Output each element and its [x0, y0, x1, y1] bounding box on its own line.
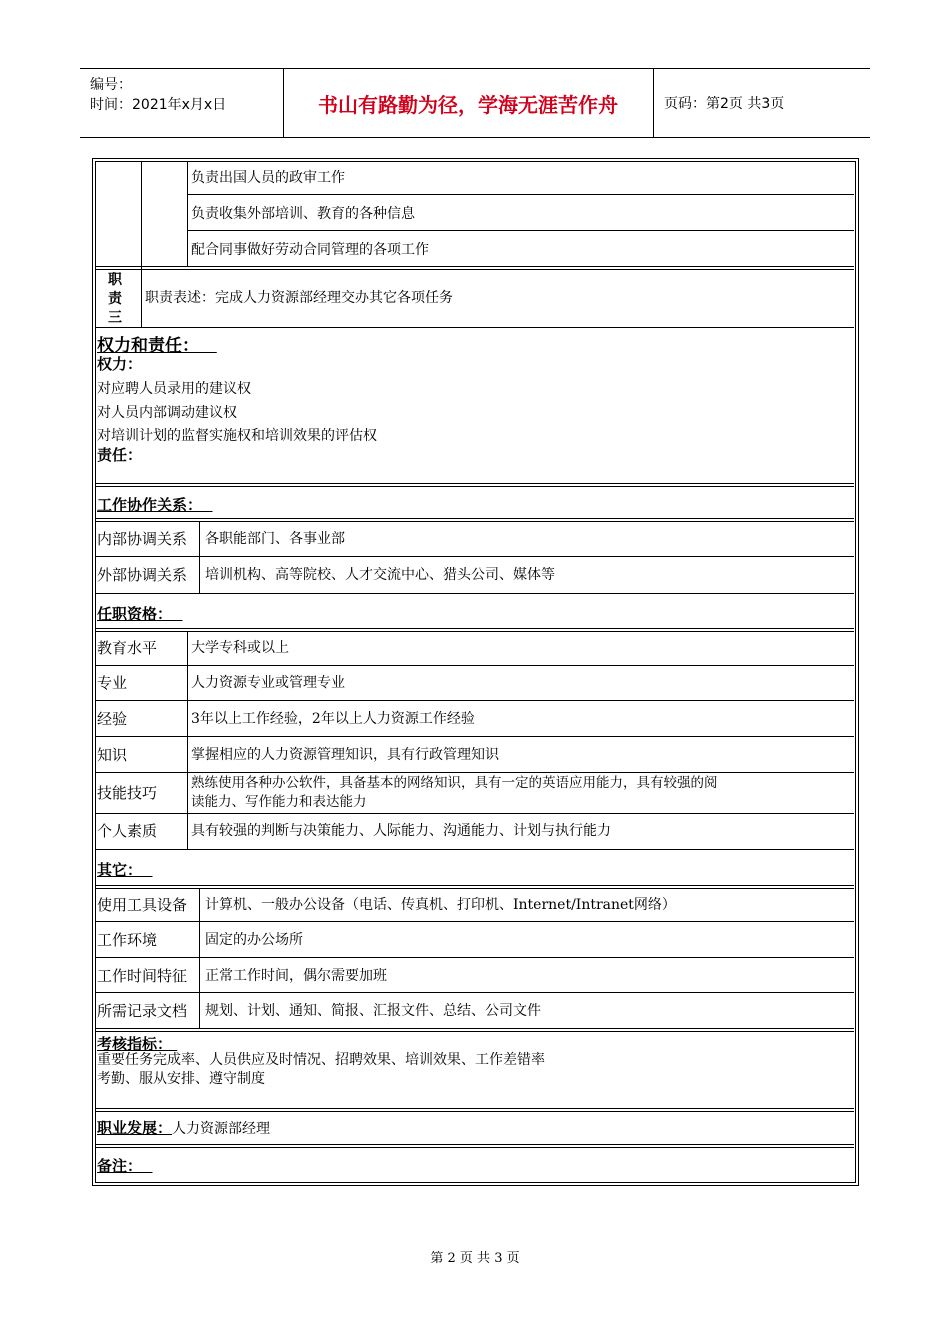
table-rule — [95, 992, 854, 993]
career-title: 职业发展： — [97, 1119, 173, 1137]
table-rule — [95, 665, 854, 666]
table-rule — [95, 921, 854, 922]
qualification-value: 具有较强的判断与决策能力、人际能力、沟通能力、计划与执行能力 — [191, 823, 611, 839]
qualification-label: 教育水平 — [97, 639, 158, 657]
duty-item: 负责收集外部培训、教育的各种信息 — [191, 206, 415, 222]
power-label: 权力： — [97, 355, 143, 373]
table-rule — [95, 521, 854, 522]
form-table-inner — [95, 161, 856, 1183]
other-label: 工作时间特征 — [97, 967, 188, 985]
duty-three-label: 职责三 — [108, 272, 122, 326]
table-rule — [95, 885, 854, 886]
page-indicator: 页码：第2页 共3页 — [664, 96, 785, 112]
qualification-label: 技能技巧 — [97, 784, 158, 802]
cooperation-label: 内部协调关系 — [97, 530, 188, 548]
responsibility-label: 责任： — [97, 446, 143, 464]
other-label: 使用工具设备 — [97, 896, 188, 914]
header-motto: 书山有路勤为径，学海无涯苦作舟 — [318, 92, 618, 117]
table-rule — [95, 593, 854, 594]
table-rule — [95, 1144, 854, 1145]
career-value: 人力资源部经理 — [172, 1121, 271, 1137]
duty-item: 负责出国人员的政审工作 — [191, 170, 345, 186]
table-rule — [95, 888, 854, 889]
qualification-label: 知识 — [97, 746, 128, 764]
table-rule — [95, 736, 854, 737]
remarks-title: 备注： — [97, 1157, 143, 1175]
other-value: 规划、计划、通知、简报、汇报文件、总结、公司文件 — [205, 1003, 541, 1019]
qualification-value: 3年以上工作经验，2年以上人力资源工作经验 — [191, 711, 475, 727]
power-item: 对人员内部调动建议权 — [97, 405, 237, 421]
qualification-value: 掌握相应的人力资源管理知识，具有行政管理知识 — [191, 747, 499, 763]
table-rule — [199, 888, 200, 1028]
table-rule — [95, 700, 854, 701]
document-date: 时间：2021年x月x日 — [90, 97, 227, 113]
assessment-text: 考勤、服从安排、遵守制度 — [97, 1071, 265, 1087]
table-rule — [95, 772, 854, 773]
other-value: 固定的办公场所 — [205, 932, 303, 948]
other-value: 正常工作时间，偶尔需要加班 — [205, 968, 387, 984]
table-rule — [95, 327, 854, 328]
table-rule — [187, 631, 188, 849]
table-rule — [95, 1147, 854, 1148]
header-divider — [653, 69, 654, 137]
table-rule — [95, 813, 854, 814]
other-value: 计算机、一般办公设备（电话、传真机、打印机、Internet/Intranet网络） — [205, 897, 676, 913]
qualification-label: 经验 — [97, 710, 128, 728]
power-item: 对应聘人员录用的建议权 — [97, 381, 251, 397]
table-rule — [199, 521, 200, 593]
cooperation-value: 各职能部门、各事业部 — [205, 531, 345, 547]
page-header — [80, 68, 870, 138]
career-row — [97, 1119, 270, 1139]
cooperation-title: 工作协作关系： — [97, 496, 203, 514]
table-rule — [95, 1028, 854, 1029]
qualification-value: 熟练使用各种办公软件，具备基本的网络知识，具有一定的英语应用能力，具有较强的阅 — [191, 775, 718, 791]
power-item: 对培训计划的监督实施权和培训效果的评估权 — [97, 428, 377, 444]
qualification-label: 专业 — [97, 674, 128, 692]
table-rule — [95, 1108, 854, 1109]
table-rule — [95, 957, 854, 958]
qualification-value: 读能力、写作能力和表达能力 — [191, 794, 367, 810]
header-meta — [90, 75, 226, 115]
cooperation-value: 培训机构、高等院校、人才交流中心、猎头公司、媒体等 — [205, 567, 555, 583]
other-label: 工作环境 — [97, 931, 158, 949]
other-title: 其它： — [97, 861, 143, 879]
table-rule — [95, 266, 854, 267]
page-footer: 第 2 页 共 3 页 — [430, 1251, 520, 1266]
duty-item: 配合同事做好劳动合同管理的各项工作 — [191, 242, 429, 258]
qualification-label: 个人素质 — [97, 822, 158, 840]
table-rule — [95, 483, 854, 484]
table-rule — [95, 849, 854, 850]
table-rule — [187, 194, 854, 195]
duty-three-text: 职责表述：完成人力资源部经理交办其它各项任务 — [145, 290, 453, 306]
table-rule — [95, 1031, 854, 1032]
assessment-text: 重要任务完成率、人员供应及时情况、招聘效果、培训效果、工作差错率 — [97, 1052, 545, 1068]
table-rule — [187, 230, 854, 231]
cooperation-label: 外部协调关系 — [97, 566, 188, 584]
qualification-value: 大学专科或以上 — [191, 640, 289, 656]
table-rule — [187, 161, 188, 266]
table-rule — [141, 161, 142, 327]
table-rule — [95, 556, 854, 557]
authority-title: 权力和责任： — [97, 336, 199, 356]
other-label: 所需记录文档 — [97, 1002, 188, 1020]
table-rule — [95, 631, 854, 632]
table-rule — [95, 628, 854, 629]
table-rule — [95, 486, 854, 487]
qualification-value: 人力资源专业或管理专业 — [191, 675, 345, 691]
document-number: 编号： — [90, 77, 132, 93]
table-rule — [95, 269, 854, 270]
qualification-title: 任职资格： — [97, 605, 173, 623]
table-rule — [95, 1111, 854, 1112]
table-rule — [95, 518, 854, 519]
assessment-title: 考核指标： — [97, 1035, 173, 1053]
